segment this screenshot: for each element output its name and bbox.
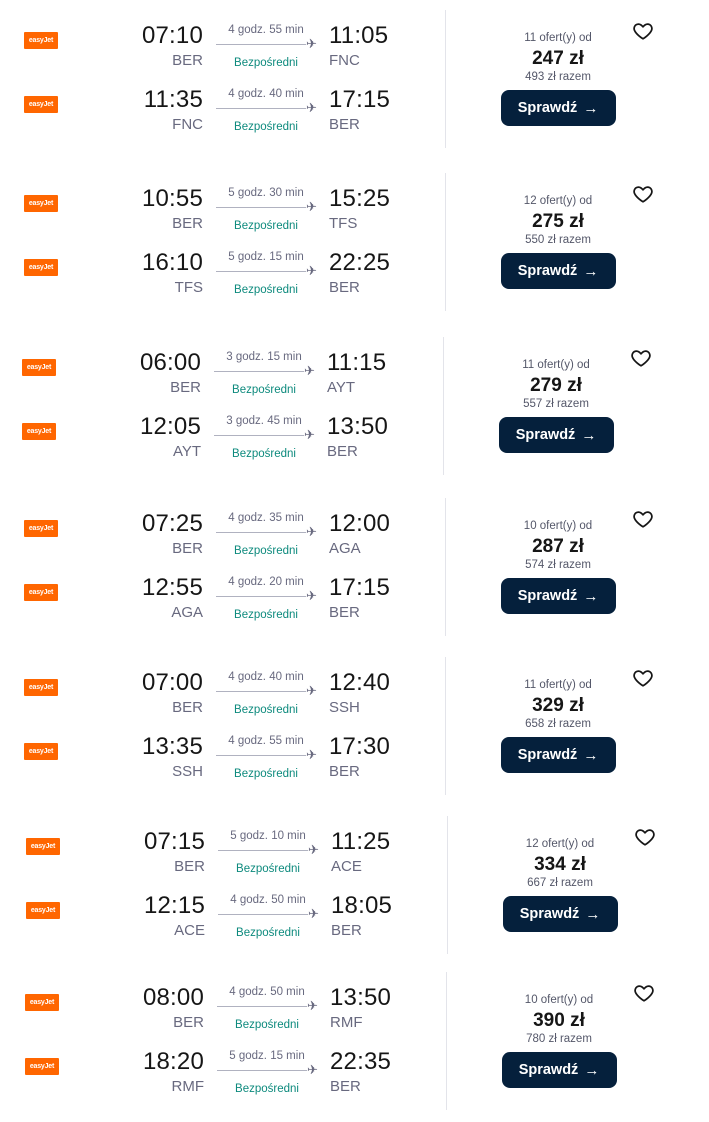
flight-card[interactable] bbox=[0, 498, 709, 648]
arrow-right-icon: → bbox=[583, 99, 599, 117]
departure-airport: BER bbox=[172, 215, 203, 232]
arrival-time: 11:15 bbox=[327, 349, 387, 376]
total-price: 493 zł razem bbox=[525, 71, 591, 83]
plane-icon: ✈ bbox=[307, 998, 318, 1013]
arrow-right-icon: → bbox=[584, 1061, 600, 1079]
departure-time: 07:00 bbox=[141, 669, 203, 696]
departure-time: 07:25 bbox=[141, 510, 203, 537]
arrival-time: 12:40 bbox=[329, 669, 391, 696]
price-box bbox=[478, 498, 638, 614]
heart-icon[interactable] bbox=[632, 667, 654, 689]
direct-label: Bezpośredni bbox=[234, 57, 298, 69]
departure-time: 16:10 bbox=[141, 249, 203, 276]
price-box bbox=[478, 10, 638, 126]
price-box bbox=[476, 337, 636, 453]
check-button[interactable] bbox=[503, 896, 618, 932]
departure-time: 12:05 bbox=[139, 413, 201, 440]
price: 287 zł bbox=[532, 536, 584, 557]
direct-label: Bezpośredni bbox=[234, 284, 298, 296]
arrival-airport: BER bbox=[329, 116, 360, 133]
flight-card[interactable] bbox=[0, 173, 709, 323]
outbound-leg bbox=[0, 185, 440, 241]
arrow-right-icon: → bbox=[581, 426, 597, 444]
price: 279 zł bbox=[530, 375, 582, 396]
arrival-time: 17:15 bbox=[329, 86, 391, 113]
total-price: 557 zł razem bbox=[523, 398, 589, 410]
direct-label: Bezpośredni bbox=[236, 927, 300, 939]
direct-label: Bezpośredni bbox=[234, 704, 298, 716]
arrival-airport: BER bbox=[327, 443, 358, 460]
flight-duration: 4 godz. 40 min bbox=[228, 88, 304, 100]
heart-icon[interactable] bbox=[630, 347, 652, 369]
direct-label: Bezpośredni bbox=[235, 1083, 299, 1095]
flight-duration: 4 godz. 20 min bbox=[228, 576, 304, 588]
check-button[interactable] bbox=[501, 737, 616, 773]
departure-time: 12:55 bbox=[141, 574, 203, 601]
route-line bbox=[217, 1006, 307, 1007]
departure-airport: BER bbox=[174, 858, 205, 875]
flight-duration: 4 godz. 40 min bbox=[228, 671, 304, 683]
arrow-right-icon: → bbox=[583, 262, 599, 280]
flight-duration: 5 godz. 30 min bbox=[228, 187, 304, 199]
total-price: 780 zł razem bbox=[526, 1033, 592, 1045]
departure-time: 12:15 bbox=[143, 892, 205, 919]
offers-count: 11 ofert(y) od bbox=[524, 32, 592, 44]
heart-icon[interactable] bbox=[633, 982, 655, 1004]
arrival-time: 22:25 bbox=[329, 249, 391, 276]
check-button[interactable] bbox=[499, 417, 614, 453]
check-button[interactable] bbox=[502, 1052, 617, 1088]
offers-count: 11 ofert(y) od bbox=[524, 679, 592, 691]
route-line bbox=[216, 44, 306, 45]
inbound-leg bbox=[2, 892, 442, 948]
check-button[interactable] bbox=[501, 90, 616, 126]
flight-duration: 4 godz. 55 min bbox=[228, 735, 304, 747]
offers-count: 10 ofert(y) od bbox=[523, 520, 593, 532]
arrival-airport: BER bbox=[329, 604, 360, 621]
departure-time: 10:55 bbox=[141, 185, 203, 212]
outbound-leg bbox=[0, 22, 440, 78]
flight-duration: 3 godz. 15 min bbox=[226, 351, 302, 363]
flight-duration: 4 godz. 55 min bbox=[228, 24, 304, 36]
route-line bbox=[216, 596, 306, 597]
total-price: 574 zł razem bbox=[525, 559, 591, 571]
route-line bbox=[218, 850, 308, 851]
arrival-time: 13:50 bbox=[327, 413, 389, 440]
departure-time: 07:10 bbox=[141, 22, 203, 49]
departure-airport: BER bbox=[172, 540, 203, 557]
airline-logo-easyjet: easyJet bbox=[24, 520, 58, 537]
plane-icon: ✈ bbox=[308, 906, 319, 921]
arrival-airport: TFS bbox=[329, 215, 358, 232]
plane-icon: ✈ bbox=[304, 427, 315, 442]
outbound-leg bbox=[0, 349, 438, 405]
arrival-time: 13:50 bbox=[330, 984, 392, 1011]
direct-label: Bezpośredni bbox=[234, 609, 298, 621]
inbound-leg bbox=[0, 86, 440, 142]
inbound-leg bbox=[1, 1048, 441, 1104]
plane-icon: ✈ bbox=[308, 842, 319, 857]
route-line bbox=[216, 532, 306, 533]
route-line bbox=[214, 371, 304, 372]
plane-icon: ✈ bbox=[306, 524, 317, 539]
plane-icon: ✈ bbox=[306, 588, 317, 603]
direct-label: Bezpośredni bbox=[232, 384, 296, 396]
route-line bbox=[214, 435, 304, 436]
arrival-time: 11:25 bbox=[331, 828, 391, 855]
departure-airport: BER bbox=[173, 1014, 204, 1031]
flight-duration: 4 godz. 50 min bbox=[230, 894, 306, 906]
check-button-label: Sprawdź bbox=[518, 1062, 579, 1078]
departure-airport: TFS bbox=[174, 279, 203, 296]
departure-airport: FNC bbox=[172, 116, 203, 133]
outbound-leg bbox=[0, 510, 440, 566]
total-price: 550 zł razem bbox=[525, 234, 591, 246]
price: 329 zł bbox=[532, 695, 584, 716]
outbound-leg bbox=[1, 984, 441, 1040]
flight-duration: 5 godz. 10 min bbox=[230, 830, 306, 842]
price: 275 zł bbox=[532, 211, 584, 232]
plane-icon: ✈ bbox=[306, 263, 317, 278]
outbound-leg bbox=[2, 828, 442, 884]
total-price: 658 zł razem bbox=[525, 718, 591, 730]
flight-duration: 3 godz. 45 min bbox=[226, 415, 302, 427]
price: 247 zł bbox=[532, 48, 584, 69]
arrow-right-icon: → bbox=[585, 905, 601, 923]
plane-icon: ✈ bbox=[306, 683, 317, 698]
departure-airport: ACE bbox=[174, 922, 205, 939]
card-divider bbox=[445, 10, 446, 148]
check-button-label: Sprawdź bbox=[517, 588, 578, 604]
arrival-airport: BER bbox=[329, 279, 360, 296]
arrow-right-icon: → bbox=[583, 587, 599, 605]
offers-count: 12 ofert(y) od bbox=[525, 838, 595, 850]
check-button-label: Sprawdź bbox=[515, 427, 576, 443]
inbound-leg bbox=[0, 413, 438, 469]
arrival-time: 12:00 bbox=[329, 510, 391, 537]
airline-logo-easyjet: easyJet bbox=[26, 838, 60, 855]
arrival-airport: FNC bbox=[329, 52, 360, 69]
airline-logo-easyjet: easyJet bbox=[24, 743, 58, 760]
arrival-time: 17:30 bbox=[329, 733, 391, 760]
flight-card[interactable] bbox=[2, 816, 709, 966]
departure-airport: RMF bbox=[171, 1078, 204, 1095]
check-button[interactable] bbox=[501, 253, 616, 289]
route-line bbox=[218, 914, 308, 915]
flight-card[interactable] bbox=[0, 10, 709, 160]
departure-airport: SSH bbox=[172, 763, 203, 780]
price: 390 zł bbox=[533, 1010, 585, 1031]
heart-icon[interactable] bbox=[632, 20, 654, 42]
price-box bbox=[478, 657, 638, 773]
arrival-airport: ACE bbox=[331, 858, 362, 875]
direct-label: Bezpośredni bbox=[232, 448, 296, 460]
departure-airport: AGA bbox=[171, 604, 203, 621]
card-divider bbox=[443, 337, 444, 475]
airline-logo-easyjet: easyJet bbox=[24, 259, 58, 276]
airline-logo-easyjet: easyJet bbox=[25, 994, 59, 1011]
airline-logo-easyjet: easyJet bbox=[25, 1058, 59, 1075]
direct-label: Bezpośredni bbox=[235, 1019, 299, 1031]
plane-icon: ✈ bbox=[306, 199, 317, 214]
airline-logo-easyjet: easyJet bbox=[24, 32, 58, 49]
inbound-leg bbox=[0, 574, 440, 630]
price-box bbox=[479, 972, 639, 1088]
plane-icon: ✈ bbox=[307, 1062, 318, 1077]
heart-icon[interactable] bbox=[632, 183, 654, 205]
price-box bbox=[480, 816, 640, 932]
departure-airport: AYT bbox=[172, 443, 201, 460]
heart-icon[interactable] bbox=[632, 508, 654, 530]
direct-label: Bezpośredni bbox=[236, 863, 300, 875]
airline-logo-easyjet: easyJet bbox=[24, 584, 58, 601]
plane-icon: ✈ bbox=[306, 100, 317, 115]
arrow-right-icon: → bbox=[583, 746, 599, 764]
route-line bbox=[216, 207, 306, 208]
route-line bbox=[216, 755, 306, 756]
route-line bbox=[216, 691, 306, 692]
flight-card[interactable] bbox=[0, 337, 707, 487]
departure-time: 13:35 bbox=[141, 733, 203, 760]
inbound-leg bbox=[0, 249, 440, 305]
arrival-airport: AGA bbox=[329, 540, 361, 557]
card-divider bbox=[446, 972, 447, 1110]
card-divider bbox=[445, 173, 446, 311]
price: 334 zł bbox=[534, 854, 586, 875]
airline-logo-easyjet: easyJet bbox=[24, 679, 58, 696]
arrival-airport: BER bbox=[329, 763, 360, 780]
plane-icon: ✈ bbox=[304, 363, 315, 378]
plane-icon: ✈ bbox=[306, 36, 317, 51]
outbound-leg bbox=[0, 669, 440, 725]
offers-count: 10 ofert(y) od bbox=[524, 994, 594, 1006]
card-divider bbox=[445, 498, 446, 636]
departure-airport: BER bbox=[172, 52, 203, 69]
heart-icon[interactable] bbox=[634, 826, 656, 848]
inbound-leg bbox=[0, 733, 440, 789]
arrival-airport: AYT bbox=[327, 379, 356, 396]
departure-time: 18:20 bbox=[142, 1048, 204, 1075]
arrival-time: 15:25 bbox=[329, 185, 391, 212]
airline-logo-easyjet: easyJet bbox=[24, 96, 58, 113]
airline-logo-easyjet: easyJet bbox=[24, 195, 58, 212]
card-divider bbox=[447, 816, 448, 954]
route-line bbox=[217, 1070, 307, 1071]
flight-card[interactable] bbox=[1, 972, 709, 1122]
direct-label: Bezpośredni bbox=[234, 545, 298, 557]
offers-count: 12 ofert(y) od bbox=[523, 195, 593, 207]
airline-logo-easyjet: easyJet bbox=[26, 902, 60, 919]
direct-label: Bezpośredni bbox=[234, 220, 298, 232]
arrival-time: 18:05 bbox=[331, 892, 393, 919]
direct-label: Bezpośredni bbox=[234, 121, 298, 133]
price-box bbox=[478, 173, 638, 289]
route-line bbox=[216, 271, 306, 272]
arrival-airport: BER bbox=[330, 1078, 361, 1095]
card-divider bbox=[445, 657, 446, 795]
check-button-label: Sprawdź bbox=[517, 263, 578, 279]
arrival-airport: SSH bbox=[329, 699, 360, 716]
offers-count: 11 ofert(y) od bbox=[522, 359, 590, 371]
departure-airport: BER bbox=[170, 379, 201, 396]
check-button[interactable] bbox=[501, 578, 616, 614]
flight-duration: 4 godz. 50 min bbox=[229, 986, 305, 998]
arrival-time: 22:35 bbox=[330, 1048, 392, 1075]
flight-duration: 4 godz. 35 min bbox=[228, 512, 304, 524]
departure-time: 11:35 bbox=[143, 86, 203, 113]
arrival-airport: RMF bbox=[330, 1014, 363, 1031]
total-price: 667 zł razem bbox=[527, 877, 593, 889]
direct-label: Bezpośredni bbox=[234, 768, 298, 780]
check-button-label: Sprawdź bbox=[517, 100, 578, 116]
airline-logo-easyjet: easyJet bbox=[22, 423, 56, 440]
departure-time: 06:00 bbox=[139, 349, 201, 376]
departure-airport: BER bbox=[172, 699, 203, 716]
arrival-time: 11:05 bbox=[329, 22, 389, 49]
arrival-airport: BER bbox=[331, 922, 362, 939]
arrival-time: 17:15 bbox=[329, 574, 391, 601]
airline-logo-easyjet: easyJet bbox=[22, 359, 56, 376]
flight-card[interactable] bbox=[0, 657, 709, 807]
check-button-label: Sprawdź bbox=[517, 747, 578, 763]
route-line bbox=[216, 108, 306, 109]
departure-time: 07:15 bbox=[143, 828, 205, 855]
check-button-label: Sprawdź bbox=[519, 906, 580, 922]
flight-duration: 5 godz. 15 min bbox=[229, 1050, 305, 1062]
departure-time: 08:00 bbox=[142, 984, 204, 1011]
plane-icon: ✈ bbox=[306, 747, 317, 762]
flight-duration: 5 godz. 15 min bbox=[228, 251, 304, 263]
